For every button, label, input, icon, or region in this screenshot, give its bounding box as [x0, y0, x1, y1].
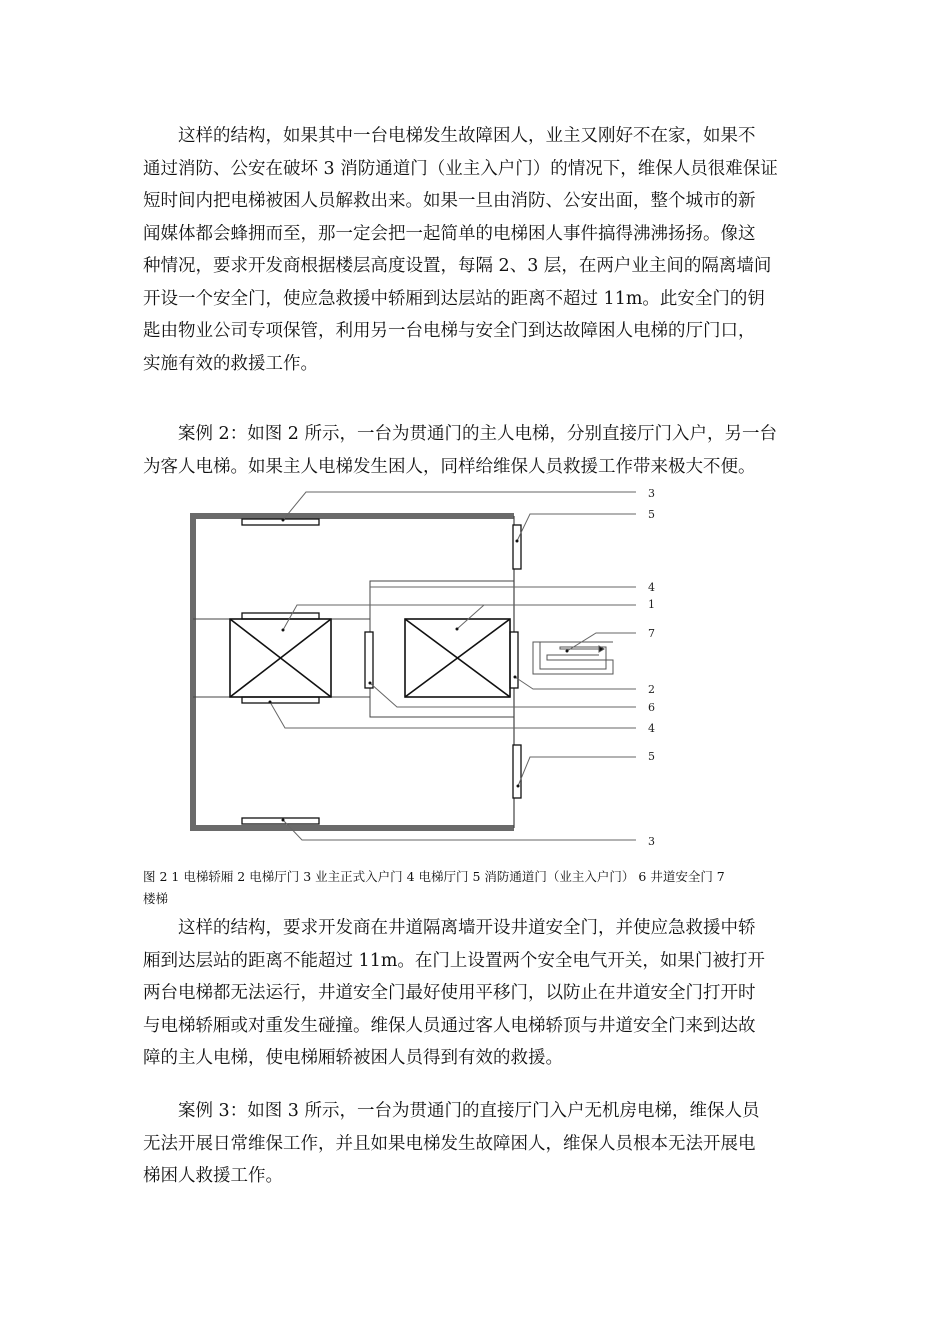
text-line: 闻媒体都会蜂拥而至，那一定会把一起简单的电梯困人事件搞得沸沸扬扬。像这 [143, 223, 756, 244]
callout-label: 6 [648, 701, 655, 714]
leader-dot [269, 701, 272, 704]
text-line: 种情况，要求开发商根据楼层高度设置，每隔 2、3 层，在两户业主间的隔离墙间 [143, 256, 772, 276]
text-line: 障的主人电梯，使电梯厢轿被困人员得到有效的救援。 [143, 1048, 563, 1068]
door-3-bottom [242, 818, 319, 824]
text-line: 与电梯轿厢或对重发生碰撞。维保人员通过客人电梯轿顶与井道安全门来到达故 [143, 1015, 756, 1036]
caption-line: 图 2 1 电梯轿厢 2 电梯厅门 3 业主正式入户门 4 电梯厅门 5 消防通道门（业主入户门） 6 井道安全门 7 [143, 869, 725, 884]
door-4-bottom [242, 697, 319, 703]
text-line: 为客人电梯。如果主人电梯发生困人，同样给维保人员救援工作带来极大不便。 [143, 456, 756, 477]
text-line: 案例 2：如图 2 所示，一台为贯通门的主人电梯，分别直接厅门入户，另一台 [143, 424, 777, 444]
paragraph-3 [143, 912, 813, 1075]
leader-line [370, 683, 636, 707]
leader-dot [517, 785, 520, 788]
door-4-top [242, 613, 319, 619]
text-line: 两台电梯都无法运行，井道安全门最好使用平移门，以防止在井道安全门打开时 [143, 983, 756, 1003]
text-line: 匙由物业公司专项保管，利用另一台电梯与安全门到达故障困人电梯的厅门口， [143, 321, 756, 341]
text-line: 这样的结构，要求开发商在井道隔离墙开设井道安全门，并使应急救援中轿 [143, 918, 756, 938]
text-line: 实施有效的救援工作。 [143, 353, 318, 374]
callout-label: 3 [648, 835, 655, 848]
leader-dot [282, 519, 285, 522]
leader-line [518, 757, 636, 786]
callout-label: 1 [648, 598, 655, 611]
text-line: 通过消防、公安在破坏 3 消防通道门（业主入户门）的情况下，维保人员很难保证 [143, 158, 778, 179]
text-line: 无法开展日常维保工作，并且如果电梯发生故障困人，维保人员根本无法开展电 [143, 1133, 756, 1154]
leader-line [517, 514, 636, 541]
door-3-top [242, 519, 319, 525]
callout-label: 7 [648, 627, 655, 640]
paragraph-4 [143, 1095, 813, 1193]
text-line: 梯困人救援工作。 [143, 1166, 283, 1186]
callout-label: 4 [648, 722, 655, 735]
text-line: 案例 3：如图 3 所示，一台为贯通门的直接厅门入户无机房电梯，维保人员 [143, 1101, 760, 1121]
door-2 [510, 632, 518, 688]
text-line: 这样的结构，如果其中一台电梯发生故障困人，业主又刚好不在家，如果不 [143, 126, 756, 146]
door-5-top [513, 525, 521, 569]
leader-dot [369, 682, 372, 685]
leader-dot [282, 629, 285, 632]
callout-label: 5 [648, 750, 655, 763]
text-line: 短时间内把电梯被困人员解救出来。如果一旦由消防、公安出面，整个城市的新 [143, 191, 756, 211]
leader-line [270, 702, 636, 728]
door-6 [365, 632, 373, 688]
text-line: 开设一个安全门，使应急救援中轿厢到达层站的距离不超过 11m。此安全门的钥 [143, 288, 765, 309]
leader-line [457, 605, 484, 629]
callout-label: 2 [648, 683, 655, 696]
leader-dot [516, 540, 519, 543]
caption-line: 楼梯 [143, 891, 169, 906]
callout-label: 4 [648, 581, 655, 594]
callout-label: 3 [648, 487, 655, 500]
leader-dot [566, 650, 569, 653]
text-line: 厢到达层站的距离不能超过 11m。在门上设置两个安全电气开关，如果门被打开 [143, 950, 765, 971]
leader-dot [514, 676, 517, 679]
figure-caption [143, 866, 823, 910]
leader-dot [282, 819, 285, 822]
door-5-bottom [513, 745, 521, 798]
callout-label: 5 [648, 508, 655, 521]
leader-dot [456, 628, 459, 631]
outer-wall [193, 516, 514, 828]
leader-line [515, 677, 636, 689]
